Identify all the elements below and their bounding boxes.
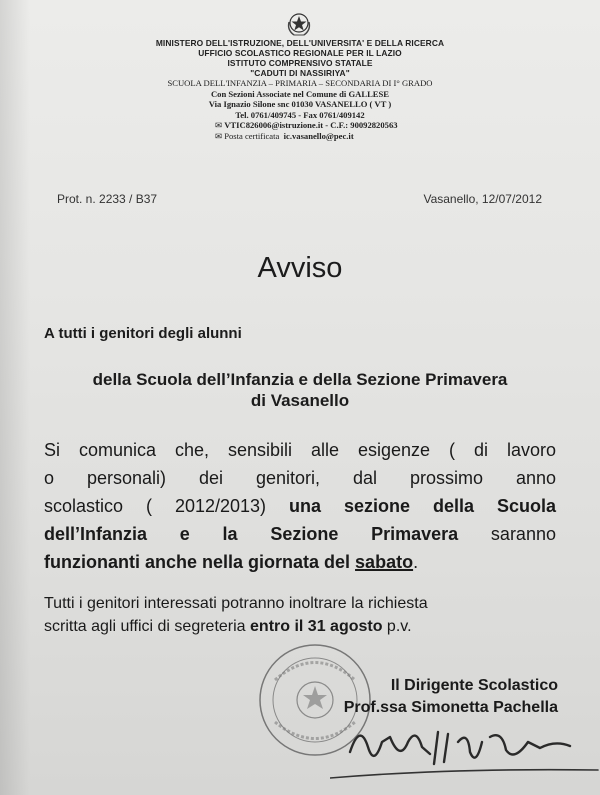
school-address: Via Ignazio Silone snc 01030 VASANELLO ( VT )	[208, 99, 392, 109]
italian-republic-emblem-icon	[284, 10, 314, 38]
school-heading-line1: della Scuola dell’Infanzia e della Sezione Primavera	[92, 370, 508, 389]
announcement-body	[44, 436, 556, 576]
associated-sections: Con Sezioni Associate nel Comune di GALLESE	[210, 88, 390, 99]
signer-role: Il Dirigente Scolastico	[390, 677, 558, 694]
closing-text: scritta agli uffici di segreteria	[44, 618, 251, 635]
body-line	[44, 520, 556, 548]
recipients: A tutti i genitori degli alunni	[44, 325, 242, 342]
body-emphasis: una sezione della Scuola	[289, 496, 556, 516]
phone-fax: Tel. 0761/409745 - Fax 0761/409142	[235, 109, 365, 120]
regional-office: UFFICIO SCOLASTICO REGIONALE PER IL LAZIO	[198, 48, 402, 58]
closing-line: Tutti i genitori interessati potranno inoltrare la richiesta	[44, 595, 428, 612]
closing-text: p.v.	[382, 618, 412, 635]
closing-paragraph	[44, 592, 564, 638]
body-line	[44, 548, 556, 576]
body-emphasis: funzionanti anche nella giornata del	[44, 552, 356, 572]
letterhead	[130, 38, 470, 141]
email-line	[130, 120, 470, 131]
email-text: VTIC826006@istruzione.it - C.F.: 90092820563	[224, 120, 398, 130]
pec-label: Posta certificata	[224, 130, 280, 141]
body-emphasis: dell’Infanzia e la Sezione Primavera	[44, 524, 459, 544]
body-text: .	[413, 552, 419, 572]
saturday-emphasis: sabato	[355, 552, 414, 572]
body-text: scolastico ( 2012/2013)	[44, 496, 290, 516]
body-line	[44, 492, 556, 520]
page-title: Avviso	[257, 252, 343, 284]
school-heading	[0, 369, 600, 411]
pec-address: ic.vasanello@pec.it	[283, 130, 354, 141]
handwritten-signature	[330, 712, 600, 792]
envelope-icon: ✉	[215, 120, 223, 130]
closing-line	[44, 615, 564, 638]
body-line: Si comunica che, sensibili alle esigenze ( di lavoro	[44, 440, 556, 460]
signer-name: Prof.ssa Simonetta Pachella	[343, 699, 558, 716]
school-levels: SCUOLA DELL'INFANZIA – PRIMARIA – SECONDARIA DI I° GRADO	[167, 78, 433, 88]
school-heading-line2: di Vasanello	[250, 391, 350, 410]
body-line: o personali) dei genitori, dal prossimo anno	[44, 468, 556, 488]
institute-name: ISTITUTO COMPRENSIVO STATALE	[227, 58, 373, 68]
deadline: entro il 31 agosto	[250, 618, 383, 635]
envelope-icon: ✉	[215, 130, 223, 141]
protocol-number: Prot. n. 2233 / B37	[57, 192, 158, 206]
pec-line	[130, 131, 470, 142]
ministry-name: MINISTERO DELL'ISTRUZIONE, DELL'UNIVERSITA' E DELLA RICERCA	[155, 38, 445, 48]
place-date: Vasanello, 12/07/2012	[423, 192, 542, 206]
institute-dedication: "CADUTI DI NASSIRIYA"	[250, 68, 350, 78]
body-text: saranno	[458, 524, 556, 544]
